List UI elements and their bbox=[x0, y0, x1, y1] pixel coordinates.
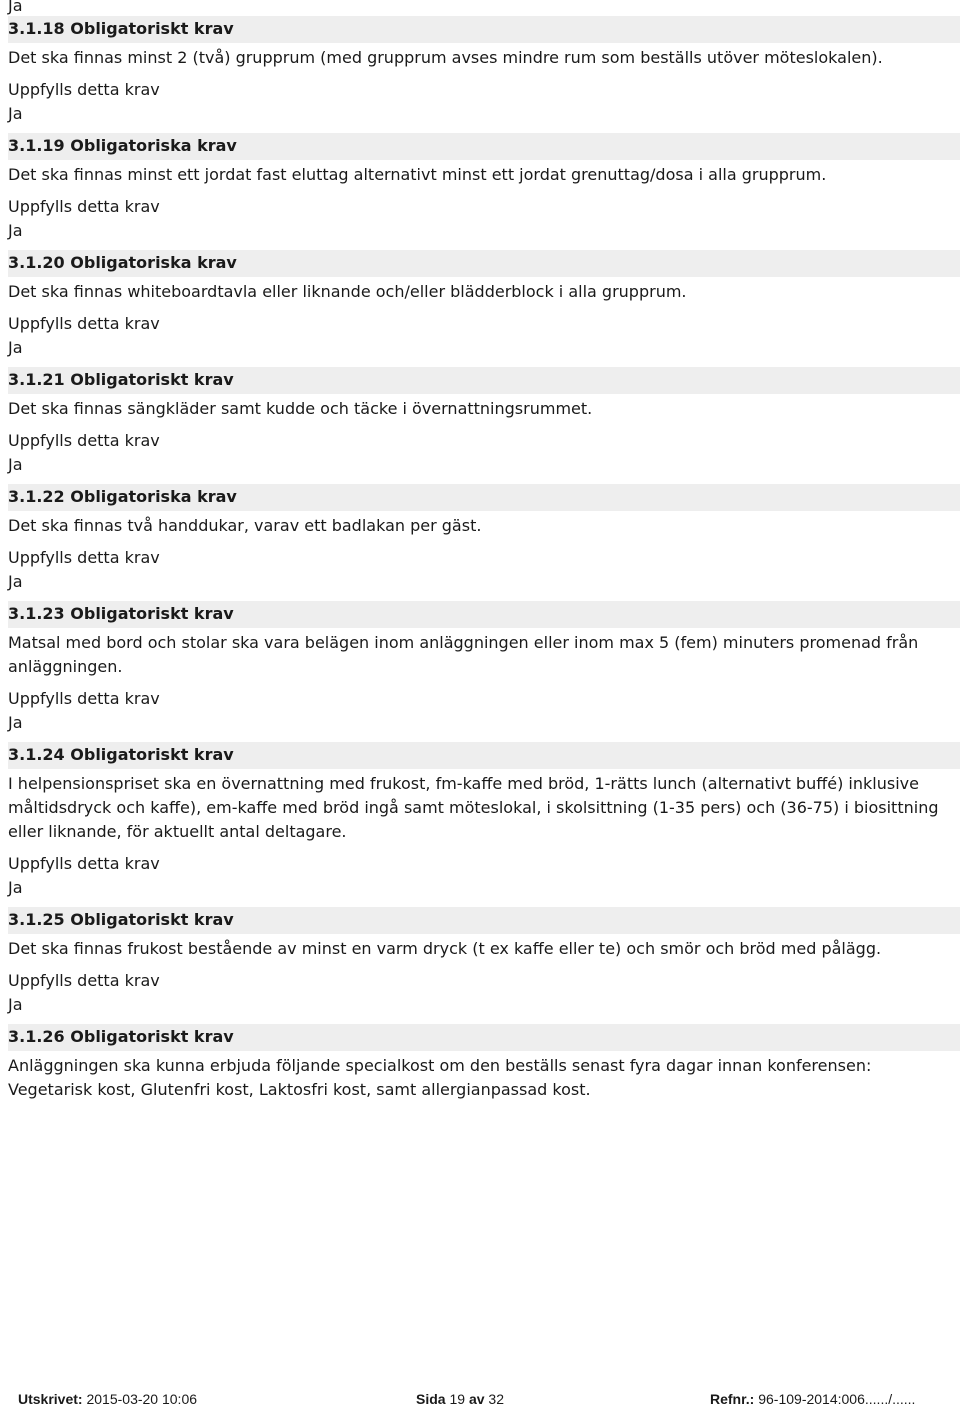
requirement-heading: 3.1.26 Obligatoriskt krav bbox=[8, 1024, 960, 1051]
requirement-heading: 3.1.20 Obligatoriska krav bbox=[8, 250, 960, 277]
requirement-heading: 3.1.18 Obligatoriskt krav bbox=[8, 16, 960, 43]
footer-ref-value: 96-109-2014:006....../...... bbox=[758, 1391, 916, 1407]
requirement-heading: 3.1.19 Obligatoriska krav bbox=[8, 133, 960, 160]
requirement-heading: 3.1.22 Obligatoriska krav bbox=[8, 484, 960, 511]
compliance-answer: Ja bbox=[8, 338, 23, 357]
compliance-question: Uppfylls detta krav bbox=[8, 314, 160, 333]
compliance-question: Uppfylls detta krav bbox=[8, 80, 160, 99]
footer-page-current: 19 bbox=[449, 1391, 466, 1407]
footer-ref-label: Refnr.: bbox=[710, 1391, 755, 1407]
answer-previous: Ja bbox=[8, 0, 23, 15]
compliance-question: Uppfylls detta krav bbox=[8, 197, 160, 216]
compliance-answer: Ja bbox=[8, 878, 23, 897]
requirement-heading: 3.1.21 Obligatoriskt krav bbox=[8, 367, 960, 394]
compliance-answer: Ja bbox=[8, 221, 23, 240]
requirement-description: Det ska finnas minst 2 (två) grupprum (med grupprum avses mindre rum som beställs utöver möteslokalen). bbox=[8, 48, 883, 67]
compliance-question: Uppfylls detta krav bbox=[8, 431, 160, 450]
requirement-block bbox=[8, 907, 946, 1015]
footer-page-number bbox=[416, 1390, 504, 1408]
requirement-block bbox=[8, 133, 946, 241]
requirement-description: Det ska finnas frukost bestående av minst en varm dryck (t ex kaffe eller te) och smör och bröd med pålägg. bbox=[8, 939, 882, 958]
requirement-description: Matsal med bord och stolar ska vara belägen inom anläggningen eller inom max 5 (fem) minuters promenad från anläggningen. bbox=[8, 633, 919, 676]
requirement-description: I helpensionspriset ska en övernattning med frukost, fm-kaffe med bröd, 1-rätts lunch (alternativt buffé) inklusive måltidsdryck och kaffe), em-kaffe med bröd ingå samt möteslokal, i skolsittning (1-35 pers) och (36-75) i biosittning eller liknande, för aktuellt antal deltagare. bbox=[8, 774, 939, 841]
compliance-answer: Ja bbox=[8, 104, 23, 123]
footer-page-of: av bbox=[468, 1391, 485, 1407]
compliance-question: Uppfylls detta krav bbox=[8, 971, 160, 990]
requirement-block bbox=[8, 484, 946, 592]
requirements-list bbox=[8, 16, 946, 1102]
compliance-question: Uppfylls detta krav bbox=[8, 854, 160, 873]
compliance-answer: Ja bbox=[8, 713, 23, 732]
requirement-block bbox=[8, 1024, 946, 1102]
requirement-heading: 3.1.24 Obligatoriskt krav bbox=[8, 742, 960, 769]
requirement-block bbox=[8, 250, 946, 358]
footer-printed-label: Utskrivet: bbox=[18, 1391, 83, 1407]
requirement-block bbox=[8, 367, 946, 475]
footer-printed bbox=[18, 1390, 197, 1408]
compliance-answer: Ja bbox=[8, 572, 23, 591]
requirement-description: Anläggningen ska kunna erbjuda följande specialkost om den beställs senast fyra dagar innan konferensen: Vegetarisk kost, Glutenfri kost, Laktosfri kost, samt allergianpassad kost. bbox=[8, 1056, 872, 1099]
requirement-heading: 3.1.25 Obligatoriskt krav bbox=[8, 907, 960, 934]
footer-reference bbox=[710, 1390, 915, 1408]
compliance-answer: Ja bbox=[8, 995, 23, 1014]
footer-page-label: Sida bbox=[416, 1391, 446, 1407]
compliance-question: Uppfylls detta krav bbox=[8, 689, 160, 708]
requirement-block bbox=[8, 601, 946, 733]
compliance-answer: Ja bbox=[8, 455, 23, 474]
page-footer bbox=[0, 1390, 960, 1408]
requirement-description: Det ska finnas två handdukar, varav ett badlakan per gäst. bbox=[8, 516, 482, 535]
requirement-heading: 3.1.23 Obligatoriskt krav bbox=[8, 601, 960, 628]
requirement-description: Det ska finnas sängkläder samt kudde och täcke i övernattningsrummet. bbox=[8, 399, 593, 418]
footer-page-total: 32 bbox=[488, 1391, 504, 1407]
requirement-block bbox=[8, 16, 946, 124]
compliance-question: Uppfylls detta krav bbox=[8, 548, 160, 567]
requirement-block bbox=[8, 742, 946, 898]
requirement-description: Det ska finnas minst ett jordat fast eluttag alternativt minst ett jordat grenuttag/dosa i alla grupprum. bbox=[8, 165, 827, 184]
footer-printed-value: 2015-03-20 10:06 bbox=[86, 1391, 198, 1407]
requirement-description: Det ska finnas whiteboardtavla eller liknande och/eller blädderblock i alla grupprum. bbox=[8, 282, 687, 301]
